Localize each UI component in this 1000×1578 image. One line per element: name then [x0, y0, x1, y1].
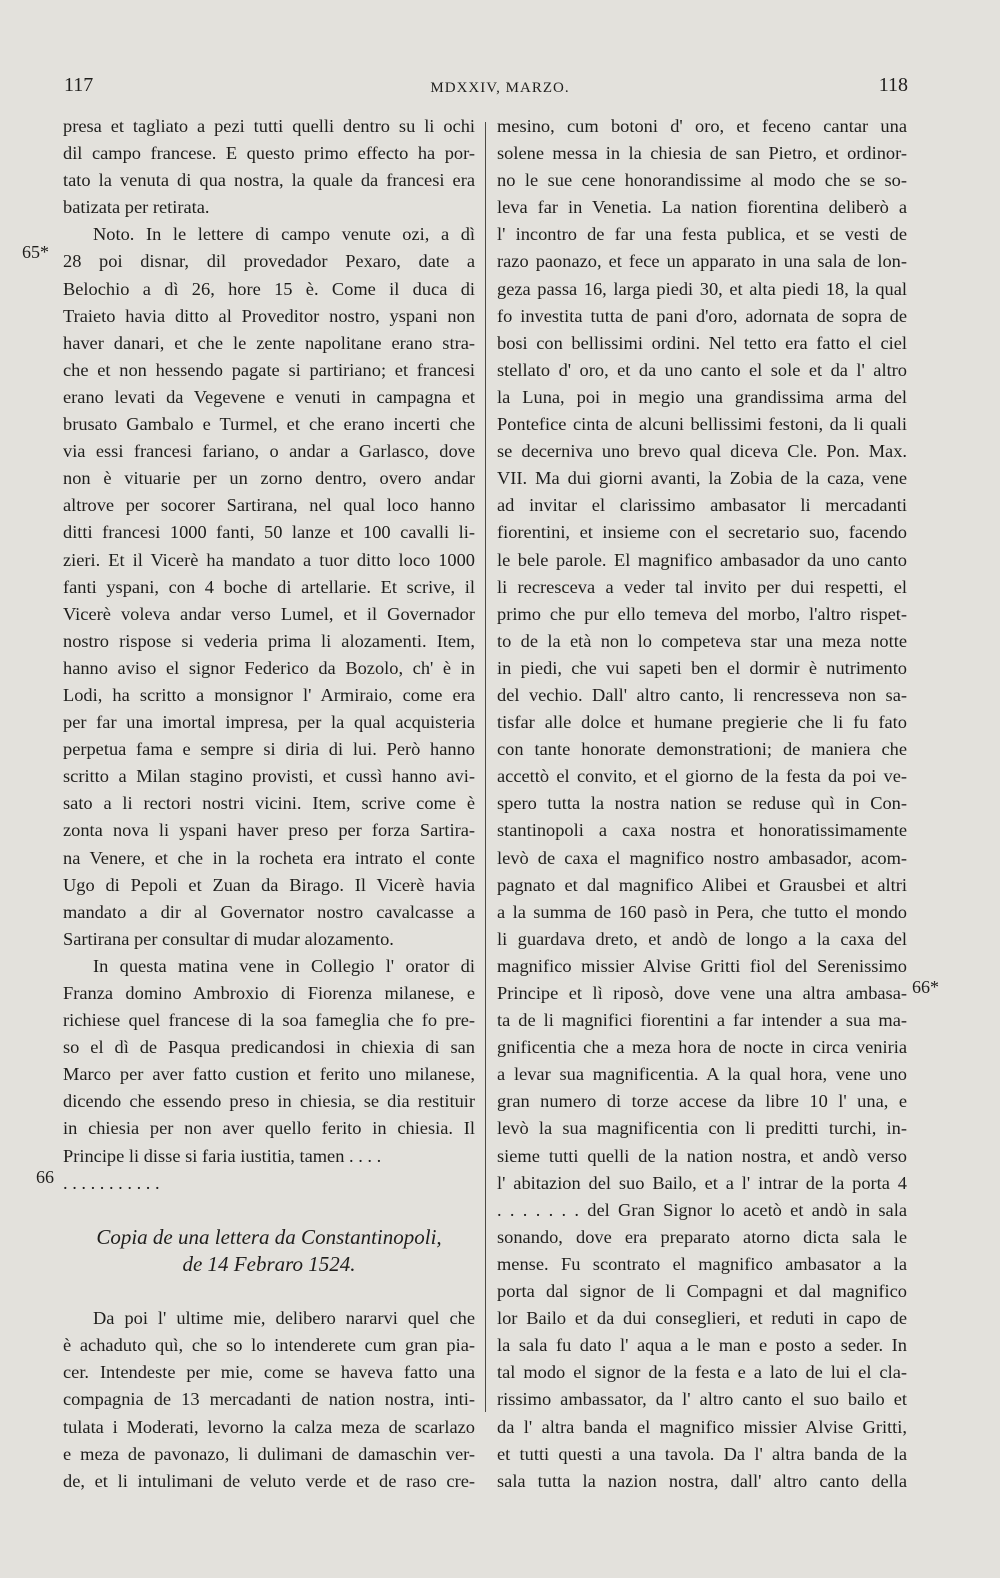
- margin-note-65: 65*: [22, 242, 49, 262]
- text-line: brusato Gambalo e Turmel, et che erano incerti che: [63, 414, 475, 435]
- text-line: tulata i Moderati, levorno la calza meza de scarlazo: [63, 1416, 475, 1437]
- text-line: li guardava dreto, et andò de longo a la caxa del: [497, 928, 907, 949]
- text-line: tal modo el signor de la festa e a lato de lui el cla-: [497, 1362, 907, 1383]
- text-line: Franza domino Ambroxio di Fiorenza milanese, e: [63, 983, 475, 1003]
- text-line: solene messa in la chiesia de san Pietro, et ordinor-: [497, 143, 907, 164]
- text-line: zonta nova li yspani haver preso per forza Sartira-: [63, 820, 475, 841]
- text-line: razo paonazo, et fece un apparato in una sala de lon-: [497, 251, 907, 272]
- text-line: scritto a Milan stagino provisti, et cussì hanno avi-: [63, 766, 475, 787]
- text-line: leva far in Venetia. La nation fiorentina deliberò a: [497, 197, 907, 218]
- text-line: per far una imortal impresa, per la qual acquisteria: [63, 712, 475, 733]
- text-line: la Luna, poi in megio una grandissima arma del: [497, 386, 907, 407]
- text-line: richiese quel francese di la soa fameglia che fo pre-: [63, 1010, 475, 1031]
- text-line: tato la venuta di qua nostra, la quale da francesi era: [63, 170, 475, 191]
- text-line: no le sue cene honorandissime al modo che se so-: [497, 170, 907, 191]
- text-line: accettò el convito, et el giorno de la festa da poi ve-: [497, 766, 907, 787]
- text-line: Lodi, ha scritto a monsignor l' Armiraio, come era: [63, 684, 475, 705]
- text-line: so el dì de Pasqua predicandosi in chiexia di san: [63, 1037, 475, 1058]
- text-line: geza passa 16, larga piedi 30, et alta piedi 18, la qual: [497, 278, 907, 299]
- text-line: ad invitar el clarissimo ambasator li mercadanti: [497, 495, 907, 516]
- right-page-number: 118: [878, 74, 908, 96]
- text-line: ta de li magnifici fiorentini a far intender a sua ma-: [497, 1010, 907, 1031]
- text-line: non è vituarie per un zorno dentro, overo andar: [63, 468, 475, 489]
- text-line: 28 poi disnar, dil provedador Pexaro, date a: [63, 251, 475, 272]
- text-line: sonando, dove era preparato atorno dicta sala le: [497, 1226, 907, 1247]
- text-line: Marco per aver fatto custion et ferito uno milanese,: [63, 1064, 475, 1085]
- text-line: che et non hessendo pagate si partiriano; et francesi: [63, 359, 475, 380]
- text-line: Da poi l' ultime mie, delibero nararvi quel che: [93, 1308, 475, 1329]
- text-line: perpetua fama e sempre si diria di lui. Però hanno: [63, 739, 475, 760]
- text-line: Copia de una lettera da Constantinopoli,: [96, 1224, 442, 1249]
- text-line: bosi con bellissimi ordini. Nel tetto era fatto el ciel: [497, 332, 907, 353]
- text-line: primo che pur ello temeva del morbo, l'altro rispet-: [497, 603, 907, 624]
- text-line: mense. Fu scontrato el magnifico ambasator a la: [497, 1253, 907, 1274]
- text-line: dil campo francese. E questo primo effecto ha por-: [63, 143, 475, 164]
- text-line: in piedi, che vui sapeti ben el dormir è nutrimento: [497, 657, 907, 678]
- text-line: lor Bailo et da dui conseglieri, et reduti in capo de: [497, 1308, 907, 1329]
- text-line: magnifico missier Alvise Gritti fiol del Serenissimo: [497, 955, 907, 976]
- text-line: Sartirana per consultar di mudar alozamento.: [63, 928, 394, 949]
- text-line: mandato a dir al Governator nostro cavalcasse a: [63, 901, 475, 922]
- margin-note-66-left: 66: [36, 1167, 54, 1187]
- right-column-text: [497, 113, 907, 1495]
- text-line: Traieto havia ditto al Proveditor nostro, yspani non: [63, 305, 475, 326]
- running-title: MDXXIV, MARZO.: [430, 80, 570, 96]
- text-line: la sala fu dato l' aqua a le man e posto a seder. In: [497, 1335, 907, 1356]
- text-line: et tutti questi a una tavola. Da l' altra banda de la: [497, 1443, 907, 1464]
- text-line: e meza de pavonazo, li dulimani de damaschin ver-: [63, 1443, 475, 1464]
- text-line: in chiesia per non aver quello ferito in chiesia. Il: [63, 1118, 475, 1139]
- text-line: Principe et lì riposò, dove vene una altra ambasa-: [497, 983, 907, 1003]
- text-line: è achaduto quì, che so lo intenderete cum gran pia-: [63, 1335, 475, 1356]
- left-page-number: 117: [64, 74, 94, 96]
- text-line: presa et tagliato a pezi tutti quelli dentro su li ochi: [63, 116, 475, 136]
- text-line: compagnia de 13 mercadanti de nation nostra, inti-: [63, 1389, 475, 1410]
- margin-note-66-right: 66*: [912, 977, 939, 997]
- text-line: na Venere, et che in la rocheta era intrato el conte: [63, 847, 475, 868]
- text-line: de 14 Febraro 1524.: [182, 1251, 356, 1276]
- text-line: Belochio a dì 26, hore 15 è. Come il duca di: [63, 278, 475, 299]
- text-line: VII. Ma dui giorni avanti, la Zobia de la caza, vene: [497, 468, 907, 489]
- text-line: fo investita tutta de pani d'oro, adornata de sopra de: [497, 305, 907, 326]
- text-line: levò la sua magnificentia con li preditti turchi, in-: [497, 1118, 907, 1139]
- text-line: ditti francesi 1000 fanti, 50 lanze et 100 cavalli li-: [63, 522, 475, 543]
- text-line: le bele parole. El magnifico ambasador da uno canto: [497, 549, 907, 570]
- text-line: del vechio. Dall' altro canto, li rencresseva non sa-: [497, 684, 907, 705]
- text-line: via essi francesi fariano, o andar a Garlasco, dove: [63, 441, 475, 462]
- text-line: rissimo ambassator, da l' altro canto el suo bailo et: [497, 1389, 907, 1410]
- text-line: to de la età non lo competeva star una meza notte: [497, 630, 907, 651]
- text-line: sato a li rectori nostri vicini. Item, scrive come è: [63, 793, 475, 814]
- text-line: Vicerè voleva andar verso Lumel, et il Governador: [63, 603, 475, 624]
- text-line: hanno aviso el signor Federico da Bozolo, ch' è in: [63, 657, 475, 678]
- text-line: se decerniva uno brevo qual diceva Cle. Pon. Max.: [497, 441, 907, 462]
- text-line: sala tutta la nazion nostra, dall' altro canto della: [497, 1470, 907, 1491]
- text-line: dicendo che essendo preso in chiesia, se dia restituir: [63, 1091, 475, 1112]
- text-line: porta dal signor de li Compagni et dal magnifico: [497, 1281, 907, 1302]
- text-line: de, et li intulimani de veluto verde et de raso cre-: [63, 1470, 475, 1491]
- text-line: stantinopoli a caxa nostra et honoratissimamente: [497, 820, 907, 841]
- text-line: In questa matina vene in Collegio l' orator di: [93, 955, 475, 976]
- text-line: levò de caxa el magnifico nostro ambasador, acom-: [497, 847, 907, 868]
- left-column-text: [63, 113, 475, 1495]
- text-line: con tante honorate demonstrationi; de maniera che: [497, 739, 907, 760]
- text-line: fanti yspani, con 4 boche di artellarie. Et scrive, il: [63, 576, 475, 597]
- text-line: batizata per retirata.: [63, 197, 210, 218]
- text-line: l' incontro de far una festa publica, et se vesti de: [497, 224, 907, 245]
- text-line: [63, 1197, 475, 1224]
- text-line: fiorentini, et insieme con el secretario suo, facendo: [497, 522, 907, 543]
- text-line: cer. Intendeste per mie, come se haveva fatto una: [63, 1362, 475, 1383]
- text-line: Principe li disse si faria iustitia, tamen . . . .: [63, 1145, 382, 1166]
- text-line: gnificentia che a meza hora de nocte in circa veniria: [497, 1037, 907, 1058]
- text-line: a levar sua magnificentia. A la qual hora, vene uno: [497, 1064, 907, 1085]
- text-line: da l' altra banda el magnifico missier Alvise Gritti,: [497, 1416, 907, 1437]
- column-divider: [485, 122, 486, 1412]
- text-line: l' abitazion del suo Bailo, et a l' intrar de la porta 4: [497, 1172, 907, 1193]
- text-line: sieme tutti quelli de la nation nostra, et andò verso: [497, 1145, 907, 1166]
- text-line: . . . . . . . . . . .: [63, 1172, 160, 1193]
- text-line: stellato d' oro, et da uno canto el sole et da l' altro: [497, 359, 907, 380]
- text-line: spero tutta la nostra nation se reduse quì in Con-: [497, 793, 907, 814]
- text-line: a la summa de 160 pasò in Pera, che tutto el mondo: [497, 901, 907, 922]
- text-line: haver danari, et che le zente napolitane erano stra-: [63, 332, 475, 353]
- text-line: Noto. In le lettere di campo venute ozi, a dì: [93, 224, 475, 245]
- text-line: . . . . . . . del Gran Signor lo acetò et andò in sala: [497, 1199, 907, 1220]
- text-line: gran numero di torze accese da libre 10 l' una, e: [497, 1091, 907, 1112]
- text-line: mesino, cum botoni d' oro, et feceno cantar una: [497, 116, 907, 136]
- text-line: Pontefice cinta de alcuni bellissimi festoni, da li quali: [497, 414, 907, 435]
- text-line: [63, 1278, 475, 1305]
- text-line: erano levati da Vegevene e venuti in campagna et: [63, 386, 475, 407]
- text-line: nostro rispose si vederia prima li alozamenti. Item,: [63, 630, 475, 651]
- text-line: Ugo di Pepoli et Zuan da Birago. Il Vicerè havia: [63, 874, 475, 895]
- text-line: li recresceva a veder tal invito per dui respetti, el: [497, 576, 907, 597]
- text-line: pagnato et dal magnifico Alibei et Grausbei et altri: [497, 874, 907, 895]
- text-line: zieri. Et il Vicerè ha mandato a tuor ditto loco 1000: [63, 549, 475, 570]
- text-line: tisfar alle dolce et humane pregierie che li fu fato: [497, 712, 907, 733]
- text-line: altrove per socorer Sartirana, nel qual loco hanno: [63, 495, 475, 516]
